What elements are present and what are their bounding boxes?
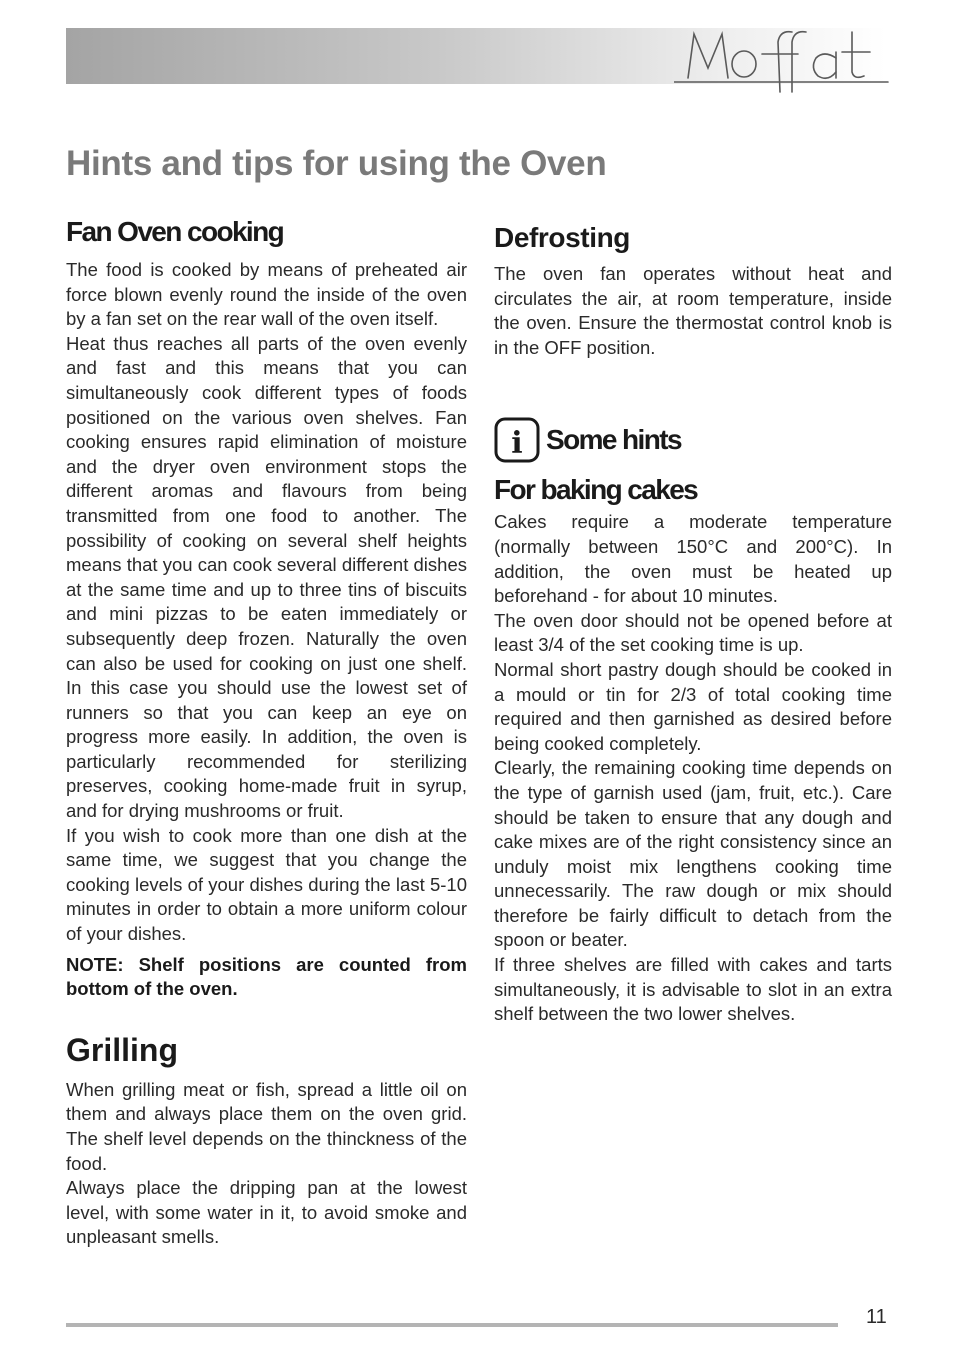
baking-paragraph: If three shelves are filled with cakes and tarts simultaneously, it is advisable to slot in an extra shelf between the two lower shelves. [494, 954, 892, 1025]
fan-oven-heading: Fan Oven cooking [66, 216, 284, 247]
footer-divider [66, 1323, 838, 1327]
defrosting-paragraph: The oven fan operates without heat and circulates the air, at room temperature, inside the oven. Ensure the thermostat control knob is in the OFF position. [494, 263, 892, 358]
baking-paragraph: The oven door should not be opened before at least 3/4 of the set cooking time is up. [494, 609, 892, 656]
grilling-paragraph: When grilling meat or fish, spread a little oil on them and always place them on the oven grid. The shelf level depends on the thinckness of the food. [66, 1078, 467, 1174]
baking-paragraph: Normal short pastry dough should be cooked in a mould or tin for 2/3 of total cooking time required and then garnished as desired before being cooked completely. [494, 658, 892, 754]
left-column [66, 212, 467, 1250]
defrosting-heading: Defrosting [494, 222, 631, 253]
svg-text:i: i [511, 426, 523, 462]
page-title: Hints and tips for using the Oven [66, 144, 607, 183]
shelf-note: NOTE: Shelf positions are counted from bottom of the oven. [66, 953, 467, 1000]
baking-section [494, 472, 892, 1026]
hints-heading: Some hints [546, 424, 681, 456]
baking-paragraph: Cakes require a moderate temperature (normally between 150°C and 200°C). In addition, the oven must be heated up beforehand - for about 10 minutes. [494, 511, 892, 607]
fan-oven-section [66, 212, 467, 1002]
grilling-section [66, 1028, 467, 1250]
fan-oven-paragraph: The food is cooked by means of preheated air force blown evenly round the inside of the oven by a fan set on the rear wall of the oven itself. [66, 259, 467, 330]
hints-heading-row [494, 408, 892, 472]
page-number: 11 [866, 1306, 887, 1328]
defrosting-section [494, 218, 892, 360]
fan-oven-paragraph: Heat thus reaches all parts of the oven evenly and fast and this means that you can simultaneously cook different types of foods positioned on the various oven shelves. Fan cooking ensures rapid elimination of moisture and the dryer oven environment stops the different aromas and flavours from being transmitted from one food to another. The possibility of cooking on several shelf heights means that you can cook several different dishes at the same time and up to three tins of biscuits and mini pizzas to be eaten immediately or subsequently deep frozen. Naturally the oven can also be used for cooking on just one shelf. In this case you should use the lowest set of runners so that you can keep an eye on progress more easily. In addition, the oven is particularly recommended for sterilizing preserves, cooking home-made fruit in syrup, and for drying mushrooms or fruit. [66, 332, 467, 822]
baking-heading: For baking cakes [494, 474, 698, 506]
baking-paragraph: Clearly, the remaining cooking time depends on the type of garnish used (jam, fruit, etc.). Care should be taken to ensure that any dough and cake mixes are of the right consistency since an unduly moist mix lengthens cooking time unnecessarily. The raw dough or mix should therefore be fairly difficult to detach from the spoon or beater. [494, 757, 892, 951]
right-column [494, 218, 892, 1027]
fan-oven-paragraph: If you wish to cook more than one dish at the same time, we suggest that you change the cooking levels of your dishes during the last 5-10 minutes in order to obtain a more uniform colour of your dishes. [66, 824, 467, 945]
brand-logo [674, 18, 892, 98]
grilling-heading: Grilling [66, 1031, 178, 1068]
grilling-paragraph: Always place the dripping pan at the lowest level, with some water in it, to avoid smoke and unpleasant smells. [66, 1177, 467, 1248]
info-icon [494, 417, 540, 463]
